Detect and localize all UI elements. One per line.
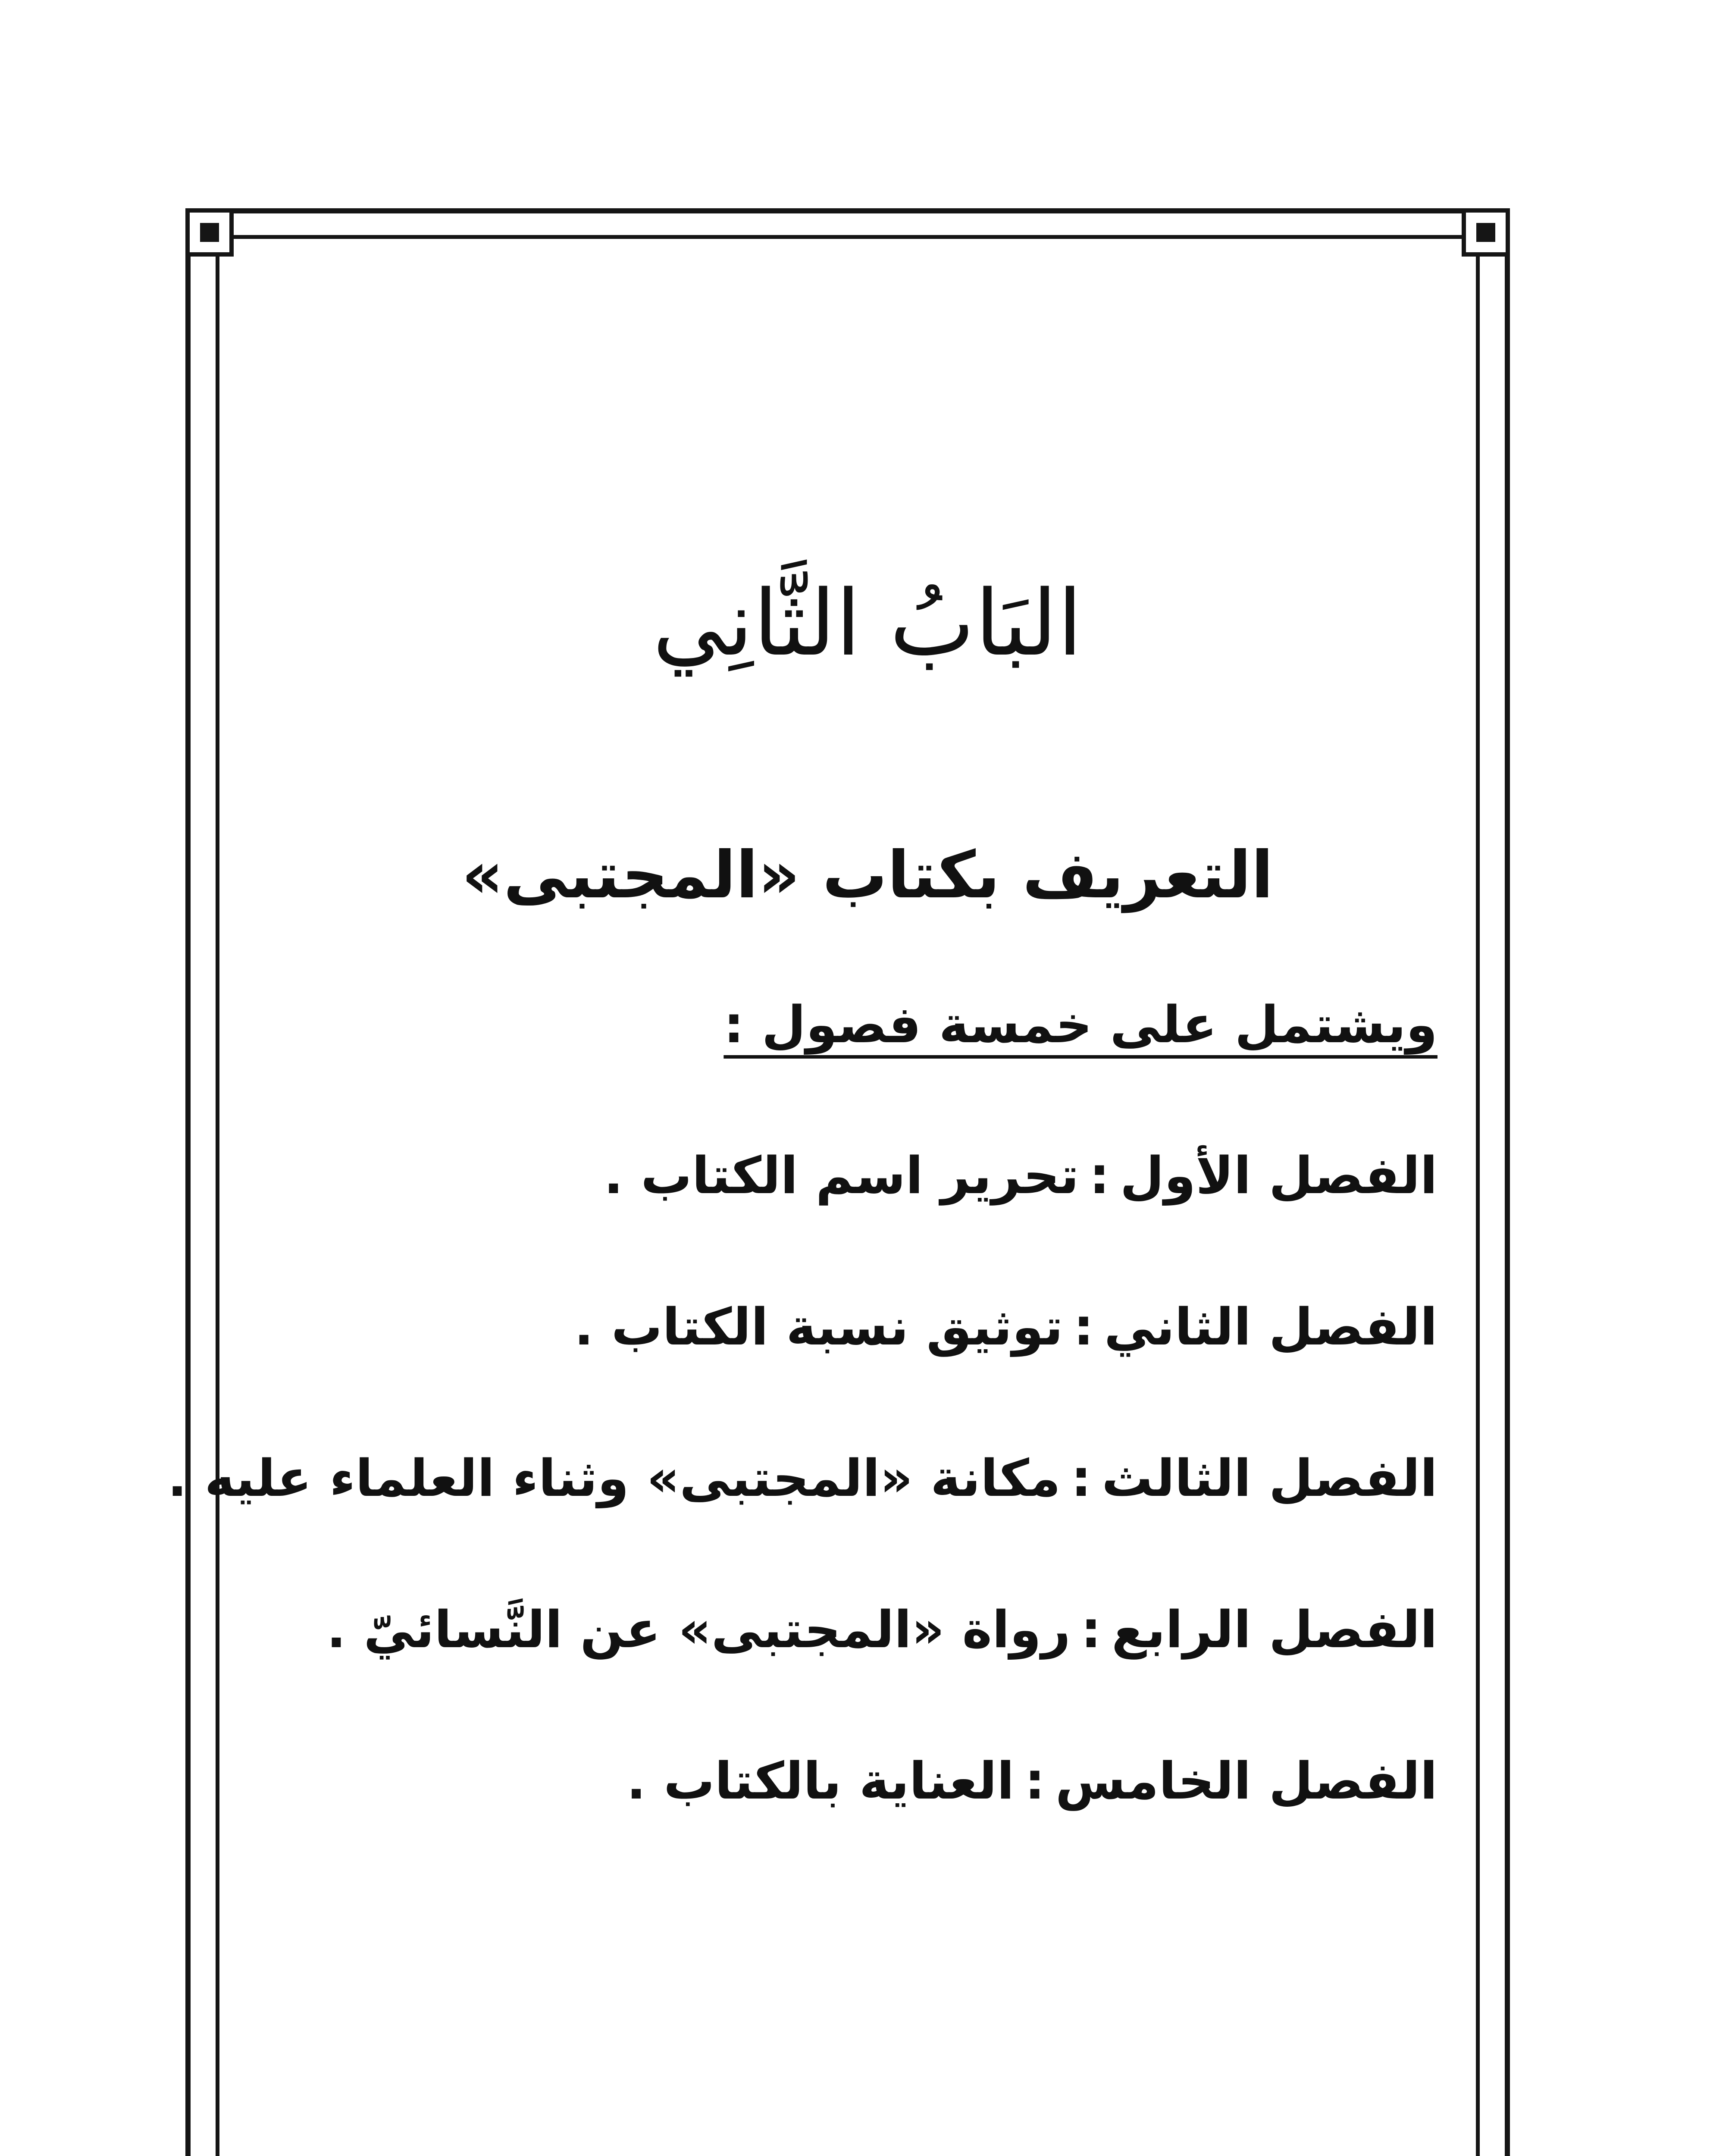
chapter-title: توثيق نسبة الكتاب . (574, 1297, 1063, 1357)
chapter-label: الفصل الأول (1120, 1146, 1437, 1205)
chapter-separator: : (1024, 1751, 1045, 1811)
part-title: البَابُ الثَّانِي (652, 570, 1083, 676)
chapter-item (273, 1143, 1437, 1294)
chapter-item (273, 1597, 1437, 1748)
chapter-list (167, 1143, 1437, 1899)
chapter-title: العناية بالكتاب . (626, 1751, 1015, 1811)
chapter-item (273, 1294, 1437, 1445)
chapter-separator: : (1071, 1448, 1092, 1508)
chapter-title: رواة «المجتبى» عن النَّسائيّ . (326, 1600, 1071, 1659)
chapter-separator: : (1080, 1600, 1102, 1659)
frame-corner-top-right (1462, 208, 1510, 257)
chapter-separator: : (1073, 1297, 1094, 1357)
frame-corner-top-left (185, 208, 234, 257)
chapter-item (273, 1748, 1437, 1899)
chapter-title: تحرير اسم الكتاب . (604, 1146, 1079, 1205)
chapter-label: الفصل الثالث (1102, 1448, 1437, 1508)
chapter-title: مكانة «المجتبى» وثناء العلماء عليه . (167, 1448, 1061, 1508)
chapters-intro: ويشتمل على خمسة فصول : (723, 995, 1437, 1054)
chapter-label: الفصل الخامس (1055, 1751, 1437, 1811)
chapter-label: الفصل الرابع (1112, 1600, 1437, 1659)
chapter-label: الفصل الثاني (1104, 1297, 1437, 1357)
chapter-item (167, 1445, 1437, 1597)
part-subtitle: التعريف بكتاب «المجتبى» (461, 838, 1274, 913)
chapter-separator: : (1089, 1146, 1110, 1205)
